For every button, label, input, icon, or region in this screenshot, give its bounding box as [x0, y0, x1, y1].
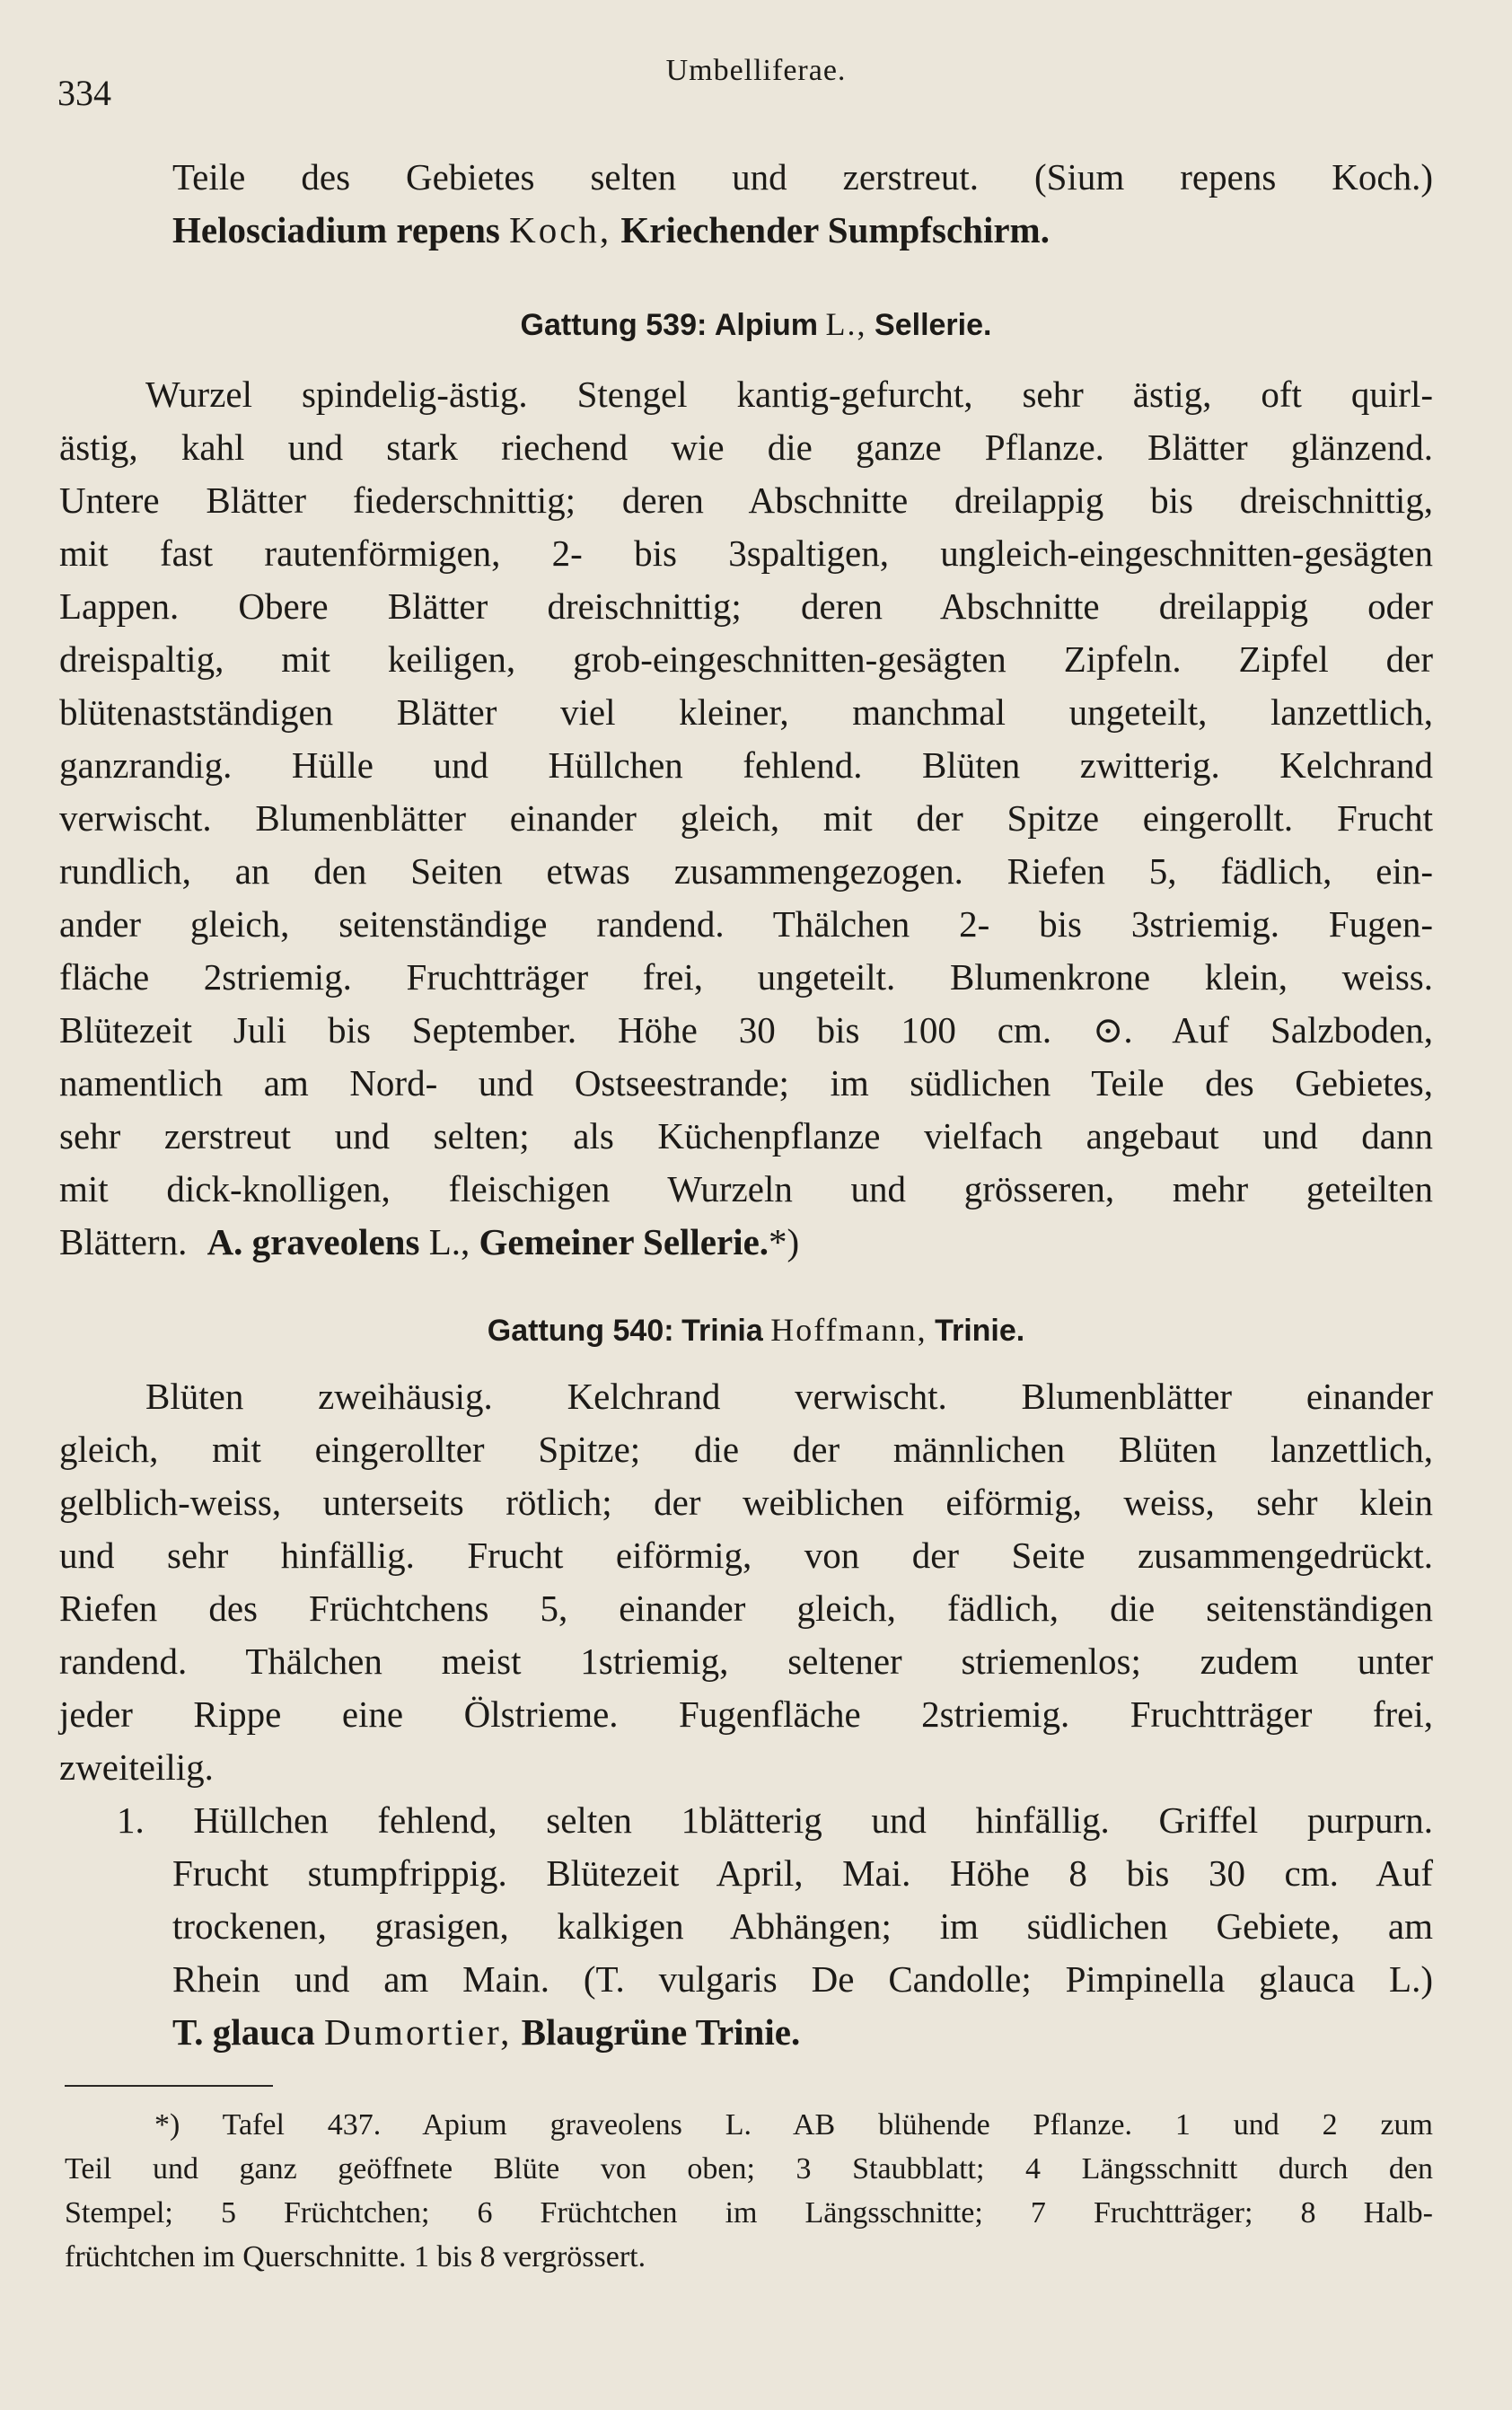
genus-common-name: Trinie. — [935, 1314, 1025, 1348]
text-line: zweiteilig. — [59, 1746, 214, 1788]
text-line: ästig, kahl und stark riechend wie die ganze Pflanze. Blätter glänzend. — [59, 427, 1433, 468]
species-name: Helosciadium repens — [172, 209, 500, 251]
text-line: Blüten zweihäusig. Kelchrand verwischt. Blumenblätter einander — [145, 1376, 1433, 1417]
species-common-name: Gemeiner Sellerie. — [479, 1221, 769, 1262]
text-line: ganzrandig. Hülle und Hüllchen fehlend. Blüten zwitterig. Kelchrand — [59, 744, 1433, 786]
text-line: Blütezeit Juli bis September. Höhe 30 bis 100 cm. ⊙. Auf Salzboden, — [59, 1009, 1433, 1051]
genus-common-name: Sellerie. — [875, 308, 992, 342]
footnote-line: *) Tafel 437. Apium graveolens L. AB blühende Pflanze. 1 und 2 zum — [154, 2108, 1433, 2142]
text-line: Riefen des Früchtchens 5, einander gleich, fädlich, die seitenständigen — [59, 1588, 1433, 1629]
text-line: 1. Hüllchen fehlend, selten 1blätterig und hinfällig. Griffel purpurn. — [117, 1799, 1433, 1841]
intro-line-1: Teile des Gebietes selten und zerstreut. (Sium repens Koch.) — [172, 156, 1433, 198]
text-line: rundlich, an den Seiten etwas zusammengezogen. Riefen 5, fädlich, ein- — [59, 850, 1433, 892]
text-line: randend. Thälchen meist 1striemig, seltener striemenlos; zudem unter — [59, 1640, 1433, 1682]
footnote-marker: *) — [769, 1221, 800, 1262]
text-line: Untere Blätter fiederschnittig; deren Abschnitte dreilappig bis dreischnittig, — [59, 479, 1433, 521]
footnote-line: Stempel; 5 Früchtchen; 6 Früchtchen im Längsschnitte; 7 Fruchtträger; 8 Halb- — [65, 2196, 1433, 2230]
species-common-name: Kriechender Sumpfschirm. — [620, 209, 1050, 251]
text-line: mit fast rautenförmigen, 2- bis 3spaltigen, ungleich-eingeschnitten-gesägten — [59, 532, 1433, 574]
text-line: blütenastständigen Blätter viel kleiner, manchmal ungeteilt, lanzettlich, — [59, 691, 1433, 733]
footnote-divider — [65, 2085, 273, 2087]
species-author: Koch, — [509, 209, 612, 251]
text-line: dreispaltig, mit keiligen, grob-eingeschnitten-gesägten Zipfeln. Zipfel der — [59, 638, 1433, 680]
species-common-name: Blaugrüne Trinie. — [521, 2011, 801, 2053]
text-line: jeder Rippe eine Ölstrieme. Fugenfläche 2striemig. Fruchtträger frei, — [59, 1693, 1433, 1735]
intro-block — [59, 151, 1433, 257]
footnote-line: früchtchen im Querschnitte. 1 bis 8 vergrössert. — [65, 2240, 646, 2274]
text-line: gelblich-weiss, unterseits rötlich; der weiblichen eiförmig, weiss, sehr klein — [59, 1482, 1433, 1523]
text-line: fläche 2striemig. Fruchtträger frei, ungeteilt. Blumenkrone klein, weiss. — [59, 956, 1433, 998]
genus-name: Alpium — [714, 308, 819, 342]
genus-prefix: Gattung 540: — [487, 1314, 674, 1348]
species-author: L., — [428, 1221, 470, 1262]
text-line-species — [59, 1216, 1433, 1269]
species-name: T. glauca — [172, 2011, 315, 2053]
genus-author: Hoffmann, — [770, 1312, 927, 1348]
text-line: Wurzel spindelig-ästig. Stengel kantig-gefurcht, sehr ästig, oft quirl- — [145, 374, 1433, 415]
footnote-line: Teil und ganz geöffnete Blüte von oben; 3 Staubblatt; 4 Längsschnitt durch den — [65, 2152, 1433, 2186]
text-line-species — [59, 2006, 1433, 2059]
text-line: Lappen. Obere Blätter dreischnittig; deren Abschnitte dreilappig oder — [59, 585, 1433, 627]
genus-prefix: Gattung 539: — [520, 308, 708, 342]
text-line: verwischt. Blumenblätter einander gleich, mit der Spitze eingerollt. Frucht — [59, 797, 1433, 839]
text-line: sehr zerstreut und selten; als Küchenpflanze vielfach angebaut und dann — [59, 1115, 1433, 1157]
text-line: trockenen, grasigen, kalkigen Abhängen; im südlichen Gebiete, am — [172, 1905, 1433, 1947]
key-item-1 — [59, 1794, 1433, 2059]
text-line: namentlich am Nord- und Ostseestrande; im südlichen Teile des Gebietes, — [59, 1062, 1433, 1104]
text-line: mit dick-knolligen, fleischigen Wurzeln und grösseren, mehr geteilten — [59, 1168, 1433, 1209]
text-line: und sehr hinfällig. Frucht eiförmig, von der Seite zusammengedrückt. — [59, 1535, 1433, 1576]
text-line: Rhein und am Main. (T. vulgaris De Candolle; Pimpinella glauca L.) — [172, 1958, 1433, 2000]
genus-name: Trinia — [681, 1314, 763, 1348]
genus-540-heading — [0, 1311, 1512, 1349]
species-name: A. graveolens — [207, 1221, 420, 1262]
genus-539-description — [59, 368, 1433, 1269]
running-title: Umbelliferae. — [665, 54, 847, 87]
genus-540-description — [59, 1370, 1433, 1794]
text-line: ander gleich, seitenständige randend. Thälchen 2- bis 3striemig. Fugen- — [59, 903, 1433, 945]
species-author: Dumortier, — [323, 2011, 513, 2053]
intro-line-2 — [59, 204, 1433, 257]
text-line: Frucht stumpfrippig. Blütezeit April, Mai. Höhe 8 bis 30 cm. Auf — [172, 1852, 1433, 1894]
page-number: 334 — [57, 73, 111, 113]
text-line: gleich, mit eingerollter Spitze; die der männlichen Blüten lanzettlich, — [59, 1429, 1433, 1470]
text-prefix: Blättern. — [59, 1221, 188, 1262]
genus-539-heading — [0, 305, 1512, 343]
footnote — [65, 2103, 1433, 2279]
genus-author: L., — [825, 306, 867, 342]
